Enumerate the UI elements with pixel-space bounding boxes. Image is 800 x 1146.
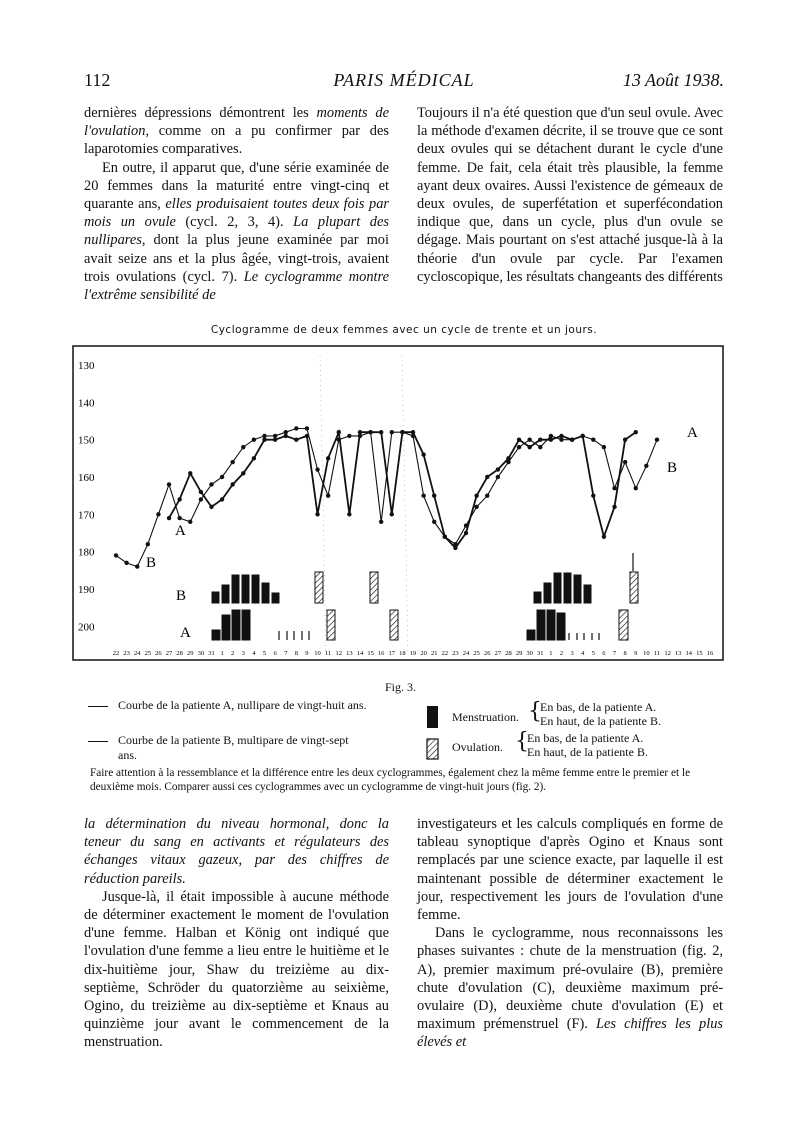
y-tick-label: 130: [78, 360, 95, 372]
point-b: [368, 430, 372, 434]
point-b: [591, 437, 595, 441]
brace: {: [515, 729, 529, 754]
point-a: [474, 493, 478, 497]
point-a: [591, 493, 595, 497]
point-b: [602, 445, 606, 449]
curve-label-a: A: [175, 523, 186, 539]
point-b: [347, 434, 351, 438]
point-a: [517, 437, 521, 441]
point-b: [549, 434, 553, 438]
point-b: [262, 434, 266, 438]
x-tick-label: 22: [441, 650, 449, 657]
x-tick-label: 28: [505, 650, 512, 657]
x-tick-label: 14: [685, 650, 693, 657]
point-a: [496, 467, 500, 471]
point-b: [634, 486, 638, 490]
point-a: [230, 482, 234, 486]
column-right-bottom: [417, 815, 723, 1052]
point-b: [644, 464, 648, 468]
point-b: [496, 475, 500, 479]
point-b: [506, 460, 510, 464]
point-b: [177, 516, 181, 520]
legend-line-a: [88, 706, 108, 707]
menstruation-bar-b: [574, 575, 581, 603]
point-b: [390, 430, 394, 434]
point-a: [390, 512, 394, 516]
y-tick-label: 190: [78, 584, 95, 596]
point-a: [294, 437, 298, 441]
menstruation-bar-b: [212, 592, 219, 603]
x-tick-label: 1: [549, 650, 553, 657]
column-left-top: [84, 104, 389, 304]
curve-label-a: A: [687, 425, 698, 441]
point-b: [284, 430, 288, 434]
ovulation-bar-b: [630, 572, 638, 603]
x-tick-label: 3: [241, 650, 245, 657]
point-a: [538, 437, 542, 441]
x-tick-label: 7: [284, 650, 288, 657]
x-tick-label: 25: [473, 650, 480, 657]
menstruation-bar-b: [544, 583, 551, 603]
legend-b-text: Courbe de la patiente B, multipare de vingt-sept ans.: [118, 733, 349, 762]
menstruation-bar-a: [212, 630, 220, 640]
menstruation-bar-a: [242, 610, 250, 640]
paragraph: la détermination du niveau hormonal, donc la teneur du sang en activants et régulateurs des échanges vitaux gazeux, par des chiffres de réduction pareils.: [84, 816, 389, 887]
paragraph: investigateurs et les calculs compliqués en forme de tableau synoptique d'après Ogino et Knaus sont remplacés par une science exacte, par laquelle il est maintenant possible de déterminer exactement le jour, respectivement les jours de l'ovulation d'une femme.: [417, 816, 723, 924]
menstruation-swatch: [425, 705, 441, 729]
brace: {: [528, 699, 542, 724]
page-number: 112: [84, 70, 111, 90]
menstruation-bar-b: [252, 575, 259, 603]
menstruation-bar-b: [232, 575, 239, 603]
point-b: [220, 475, 224, 479]
point-b: [570, 437, 574, 441]
ovulation-bar-a: [390, 610, 398, 640]
row-label-b: B: [176, 588, 187, 604]
x-tick-label: 30: [526, 650, 533, 657]
point-b: [337, 437, 341, 441]
ovulation-bar-b: [370, 572, 378, 603]
ovulation-bar-a: [327, 610, 335, 640]
x-tick-label: 29: [187, 650, 194, 657]
x-tick-label: 30: [197, 650, 205, 657]
point-a: [315, 512, 319, 516]
point-b: [453, 542, 457, 546]
y-tick-label: 160: [78, 472, 95, 484]
x-tick-label: 7: [612, 650, 617, 657]
y-tick-label: 140: [78, 397, 95, 410]
x-tick-label: 2: [231, 650, 235, 657]
x-tick-label: 12: [664, 650, 671, 657]
point-b: [538, 445, 542, 449]
figure-title: Cyclogramme de deux femmes avec un cycle de trente et un jours.: [210, 324, 598, 336]
menstruation-bar-a: [547, 610, 555, 640]
legend-a-text: Courbe de la patiente A, nullipare de vingt-huit ans.: [118, 698, 367, 712]
x-tick-label: 6: [273, 650, 277, 657]
x-tick-label: 17: [388, 650, 396, 657]
point-b: [294, 426, 298, 430]
point-a: [432, 493, 436, 497]
point-a: [634, 430, 638, 434]
point-b: [114, 553, 118, 557]
menstruation-bar-a: [527, 630, 535, 640]
x-tick-label: 29: [515, 650, 523, 657]
row-label-a: A: [180, 625, 191, 641]
x-tick-label: 19: [409, 650, 417, 657]
column-left-bottom: [84, 815, 389, 1052]
menstruation-bar-b: [262, 583, 269, 603]
point-a: [379, 430, 383, 434]
x-tick-label: 24: [133, 650, 141, 657]
point-b: [209, 482, 213, 486]
x-tick-label: 11: [325, 650, 332, 657]
x-tick-label: 23: [452, 650, 459, 657]
point-b: [230, 460, 234, 464]
menstruation-bar-a: [232, 610, 240, 640]
x-tick-label: 26: [155, 650, 162, 657]
menstruation-bar-b: [242, 575, 249, 603]
point-b: [188, 520, 192, 524]
ovulation-swatch: [425, 738, 441, 762]
y-tick-label: 150: [78, 434, 95, 447]
y-tick-label: 200: [78, 621, 95, 634]
cyclogram-chart: [72, 345, 724, 663]
x-tick-label: 4: [252, 650, 256, 657]
point-a: [347, 512, 351, 516]
menstruation-bar-b: [584, 585, 591, 603]
point-b: [474, 505, 478, 509]
x-tick-label: 22: [112, 650, 120, 657]
series-line-b: [116, 429, 657, 567]
x-tick-label: 14: [356, 650, 364, 657]
ovulation-bar-b: [315, 572, 323, 603]
point-b: [559, 437, 563, 441]
point-a: [177, 497, 181, 501]
x-tick-label: 18: [399, 650, 406, 657]
curve-label-b: B: [146, 555, 157, 571]
paragraph: En outre, il apparut que, d'une série examinée de 20 femmes dans la maturité entre vingt-cinq et quarante ans, elles produisaient toutes deux fois par mois un ovule (cycl. 2, 3, 4). La plupart des nullipares, dont la plus jeune examinée par moi avait seize ans et la plus âgée, vingt-trois, avaient trois ovulations (cycl. 7). Le cyclogramme montre l'extrême sensibilité de: [84, 159, 390, 304]
menstruation-line2: En haut, de la patiente B.: [540, 714, 661, 728]
paragraph: dernières dépressions démontrent les moments de l'ovulation, comme on a pu confirmer par des laparotomies comparatives.: [84, 105, 389, 158]
x-tick-label: 8: [294, 650, 298, 657]
menstruation-bar-b: [534, 592, 541, 603]
x-tick-label: 16: [377, 650, 385, 657]
guide-line: [402, 355, 408, 653]
point-b: [315, 467, 319, 471]
point-b: [421, 493, 425, 497]
point-a: [485, 475, 489, 479]
menstruation-label: Menstruation.: [452, 710, 519, 724]
point-a: [527, 445, 531, 449]
menstruation-bar-b: [222, 585, 229, 603]
point-b: [400, 430, 404, 434]
x-tick-label: 16: [706, 650, 714, 657]
point-a: [421, 452, 425, 456]
point-a: [167, 516, 171, 520]
x-tick-label: 9: [305, 650, 309, 657]
x-tick-label: 26: [484, 650, 491, 657]
issue-date: 13 Août 1938.: [622, 70, 724, 90]
x-tick-label: 9: [634, 650, 638, 657]
point-b: [135, 564, 139, 568]
point-b: [379, 520, 383, 524]
point-a: [326, 456, 330, 460]
point-b: [156, 512, 160, 516]
menstruation-bar-a: [557, 613, 565, 640]
x-tick-label: 15: [367, 650, 374, 657]
figure-note: Faire attention à la ressemblance et la différence entre les deux cyclogrammes, également chez la même femme entre le premier et le deuxième mois. Comparer aussi ces cyclogrammes avec un cyclogramme de vingt-huit jours (fig. 2).: [90, 767, 691, 793]
menstruation-bar-b: [564, 573, 571, 603]
point-b: [517, 445, 521, 449]
ovulation-line1: En bas, de la patiente A.: [527, 731, 644, 745]
point-a: [602, 535, 606, 539]
point-b: [252, 437, 256, 441]
series-line-a: [169, 432, 636, 548]
point-b: [527, 437, 531, 441]
menstruation-bar-b: [272, 593, 279, 603]
x-tick-label: 5: [591, 650, 595, 657]
ovulation-bar-a: [619, 610, 628, 640]
point-b: [167, 482, 171, 486]
x-tick-label: 31: [208, 650, 215, 657]
paragraph: Toujours il n'a été question que d'un seul ovule. Avec la méthode d'examen décrite, il se trouve que ce sont deux ovules qui se détachent durant le cycle d'une femme. De fait, cela était très plausible, la femme ayant deux ovaires. Aussi l'existence de gémeaux de deux ovules, de superfétation et superfécondation indique que, dans un cycle, plus d'un ovule se dégage. Mais pourtant on s'est attaché jusque-là à la théorie d'un ovule par cycle. Par l'examen cycloscopique, les résultats changeants des différents: [417, 105, 723, 285]
point-a: [209, 505, 213, 509]
x-tick-label: 24: [462, 650, 470, 657]
curve-label-b: B: [667, 460, 678, 476]
point-b: [273, 434, 277, 438]
point-b: [485, 493, 489, 497]
menstruation-bar-a: [222, 615, 230, 640]
point-b: [464, 523, 468, 527]
point-a: [464, 531, 468, 535]
x-tick-label: 28: [176, 650, 183, 657]
paragraph: Jusque-là, il était impossible à aucune méthode de déterminer exactement le moment de l'ovulation d'une femme. Halban et König ont indiqué que l'ovulation d'une femme a lieu entre le huitième et le dix-huitième jour, Shaw du treizième au dix-septième, Schröder du quatorzième au seixième, Ogino, du treizième au dix-septième et Knaus au quinzième jour avant le commencement de la menstruation.: [84, 888, 389, 1051]
x-tick-label: 31: [537, 650, 544, 657]
x-tick-label: 10: [643, 650, 650, 657]
x-tick-label: 2: [559, 650, 564, 657]
point-a: [220, 497, 224, 501]
x-tick-label: 5: [262, 650, 267, 657]
running-header: [84, 70, 724, 96]
point-a: [199, 490, 203, 494]
point-b: [326, 493, 330, 497]
x-tick-label: 1: [220, 650, 224, 657]
point-a: [241, 471, 245, 475]
x-tick-label: 12: [335, 650, 342, 657]
figure-label: Fig. 3.: [385, 680, 417, 694]
point-a: [252, 456, 256, 460]
point-b: [124, 561, 128, 565]
x-tick-label: 10: [314, 650, 321, 657]
x-tick-label: 23: [123, 650, 130, 657]
x-tick-label: 20: [420, 650, 427, 657]
x-tick-label: 3: [570, 650, 574, 657]
y-tick-label: 180: [78, 546, 95, 559]
x-tick-label: 11: [653, 650, 661, 657]
point-b: [623, 460, 627, 464]
ovulation-label: Ovulation.: [452, 740, 503, 754]
x-tick-label: 25: [144, 650, 152, 657]
x-tick-label: 6: [602, 650, 606, 657]
point-b: [581, 434, 585, 438]
menstruation-bar-a: [537, 610, 545, 640]
point-b: [146, 542, 150, 546]
x-tick-label: 4: [581, 650, 585, 657]
x-tick-label: 15: [696, 650, 703, 657]
paragraph: Dans le cyclogramme, nous reconnaissons les phases suivantes : chute de la menstruation (fig. 2, A), premier maximum pré-ovulaire (B), première chute d'ovulation (C), deuxième maximum pré-ovulaire (D), deuxième chute d'ovulation (E) et maximum prémenstruel (F). Les chiffres les plus élevés et: [417, 925, 723, 1051]
journal-title: PARIS MÉDICAL: [333, 70, 475, 90]
x-tick-label: 27: [165, 650, 173, 657]
point-b: [612, 486, 616, 490]
x-tick-label: 21: [430, 650, 438, 657]
y-tick-label: 170: [78, 509, 95, 522]
x-tick-label: 27: [494, 650, 502, 657]
x-tick-label: 13: [674, 650, 682, 657]
guide-line: [320, 355, 326, 653]
point-b: [241, 445, 245, 449]
point-b: [432, 520, 436, 524]
column-right-top: [417, 104, 723, 286]
menstruation-line1: En bas, de la patiente A.: [540, 700, 657, 714]
legend-line-b: [88, 741, 108, 742]
x-tick-label: 13: [346, 650, 353, 657]
point-a: [612, 505, 616, 509]
point-a: [188, 471, 192, 475]
point-b: [199, 497, 203, 501]
point-b: [305, 426, 309, 430]
menstruation-bar-b: [554, 573, 561, 603]
point-b: [443, 535, 447, 539]
point-a: [337, 430, 341, 434]
point-b: [655, 437, 659, 441]
point-b: [358, 434, 362, 438]
point-a: [623, 437, 627, 441]
ovulation-line2: En haut, de la patiente B.: [527, 745, 648, 759]
point-b: [411, 434, 415, 438]
x-tick-label: 8: [623, 650, 627, 657]
